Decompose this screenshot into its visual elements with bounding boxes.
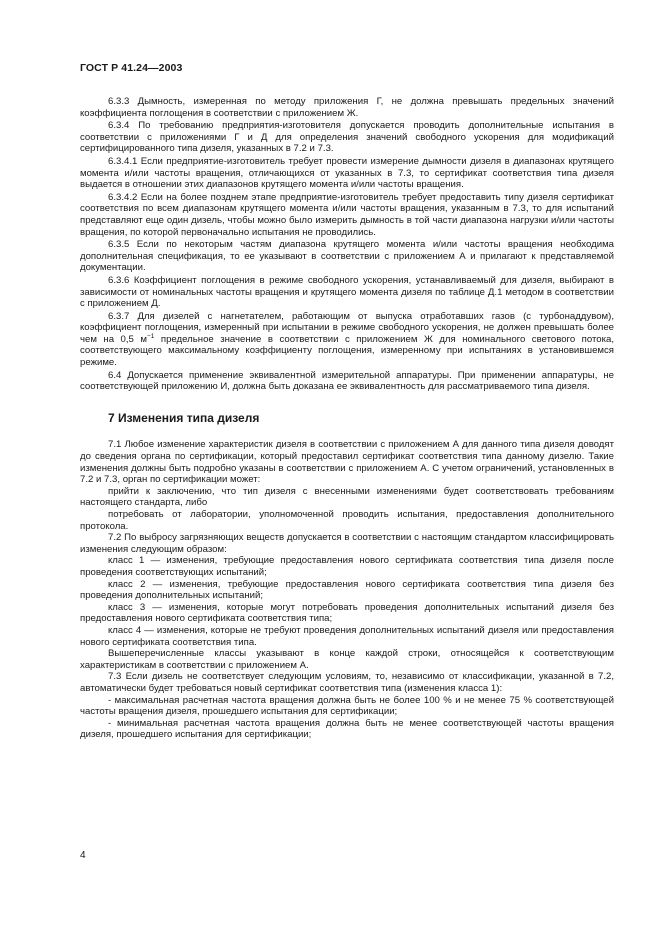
paragraph-6-3-6: 6.3.6 Коэффициент поглощения в режиме свободного ускорения, устанавливаемый для дизеля, выбирают в зависимости от номинальных частоты вращения и крутящего момента дизеля по таблице Д.1 методом в соответствии с приложением Д. xyxy=(80,274,614,310)
paragraph-7-3: 7.3 Если дизель не соответствует следующим условиям, то, независимо от классификации, указанной в 7.2, автоматически будет требоваться новый сертификат соответствия типа (изменения класса 1): xyxy=(80,671,614,694)
paragraph-6-4: 6.4 Допускается применение эквивалентной измерительной аппаратуры. При применении аппаратуры, не соответствующей приложению И, должна быть доказана ее эквивалентность для рассматриваемого типа дизеля. xyxy=(80,369,614,393)
list-item: прийти к заключению, что тип дизеля с внесенными изменениями будет соответствовать требованиям настоящего стандарта, либо xyxy=(80,485,614,509)
paragraph-classes-note: Вышеперечисленные классы указывают в конце каждой строки, относящейся к соответствующим характеристикам в соответствии с приложением А. xyxy=(80,648,614,671)
list-item: - минимальная расчетная частота вращения должна быть не менее соответствующей частоты вращения дизеля, прошедшего испытания для сертификации; xyxy=(80,717,614,741)
paragraph-6-3-7 xyxy=(80,311,614,369)
paragraph-6-3-4: 6.3.4 По требованию предприятия-изготовителя допускается проводить дополнительные испытания в соответствии с приложениями Г и Д для определения значений свободного ускорения для модификаций сертифицированного типа дизеля, указанных в 7.2 и 7.3. xyxy=(80,120,614,155)
list-item: класс 2 — изменения, требующие предоставления нового сертификата соответствия типа дизеля без проведения дополнительных испытаний; xyxy=(80,578,614,602)
list-item: класс 4 — изменения, которые не требуют проведения дополнительных испытаний дизеля или предоставления нового сертификата соответствия типа. xyxy=(80,624,614,648)
document-body xyxy=(80,96,614,741)
list-item: класс 1 — изменения, требующие предоставления нового сертификата соответствия типа дизеля после проведения соответствующих испытаний; xyxy=(80,555,614,578)
paragraph-6-3-7-text-start: 6.3.7 Для дизелей с нагнетателем, работающим от выпуска отработавших газов (с турбонаддувом), коэффициент поглощения, измеренный при испытании в режиме свободного ускорения, не должен превышать более чем на 0,5 м xyxy=(80,310,614,345)
paragraph-6-3-3: 6.3.3 Дымность, измеренная по методу приложения Г, не должна превышать предельных значений коэффициента поглощения в соответствии с приложением Ж. xyxy=(80,96,614,119)
paragraph-6-3-4-2: 6.3.4.2 Если на более позднем этапе предприятие-изготовитель требует предоставить типу дизеля сертификат соответствия по всем диапазонам крутящего момента и/или частоты вращения, указанным в 7.3, то для испытаний представляют еще один дизель, чтобы можно было измерить дымность в той части диапазона нагрузки и/или частоты вращения, по которой первоначально испытания не проводились. xyxy=(80,191,614,238)
list-item: - максимальная расчетная частота вращения должна быть не более 100 % и не менее 75 % соответствующей частоты вращения дизеля, прошедшего испытания для сертификации; xyxy=(80,694,614,718)
document-header: ГОСТ Р 41.24—2003 xyxy=(80,62,183,74)
unit-exponent: −1 xyxy=(146,332,155,340)
paragraph-6-3-4-1: 6.3.4.1 Если предприятие-изготовитель требует провести измерение дымности дизеля в диапазонах крутящего момента и/или частоты вращения, отличающихся от указанных в 7.3, то сертификат соответствия типа дизеля выдается в отношении этих диапазонов крутящего момента и/или частоты вращения. xyxy=(80,155,614,191)
list-item: класс 3 — изменения, которые могут потребовать проведения дополнительных испытаний дизеля без предоставления нового сертификата соответствия типа; xyxy=(80,601,614,625)
paragraph-6-3-7-text-end: предельное значение в соответствии с приложением Ж для номинального светового потока, соответствующего максимальному коэффициенту поглощения, измеренному при испытаниях в установившемся режиме. xyxy=(80,333,614,369)
paragraph-7-1: 7.1 Любое изменение характеристик дизеля в соответствии с приложением А для данного типа дизеля доводят до сведения органа по сертификации, который предоставил сертификат соответствия типа данному дизелю. Такие изменения должны быть подробно указаны в соответствии с приложением А. С учетом ограничений, установленных в 7.2 и 7.3, орган по сертификации может: xyxy=(80,439,614,486)
paragraph-6-3-5: 6.3.5 Если по некоторым частям диапазона крутящего момента и/или частоты вращения необходима дополнительная спецификация, то ее указывают в соответствии с приложением А и прилагают к представляемой документации. xyxy=(80,239,614,274)
paragraph-7-2: 7.2 По выбросу загрязняющих веществ допускается в соответствии с настоящим стандартом классифицировать изменения следующим образом: xyxy=(80,532,614,555)
section-7-heading: 7 Изменения типа дизеля xyxy=(108,410,260,425)
page-number: 4 xyxy=(80,850,86,861)
list-item: потребовать от лаборатории, уполномоченной проводить испытания, предоставления дополнительного протокола. xyxy=(80,509,614,532)
